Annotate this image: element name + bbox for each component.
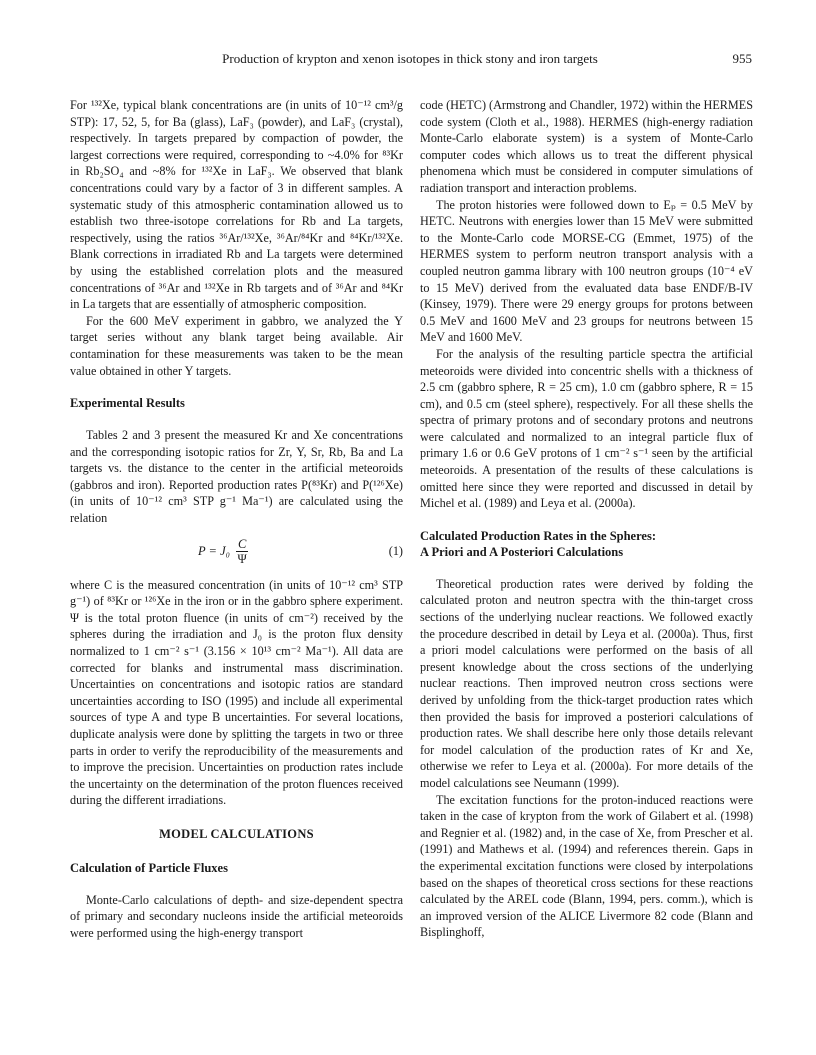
running-head: Production of krypton and xenon isotopes in thick stony and iron targets (222, 51, 598, 66)
paragraph-monte-carlo: Monte-Carlo calculations of depth- and size-dependent spectra of primary and secondary nucleons inside the artificial meteoroids were performed using the high-energy transport (70, 892, 403, 940)
page-number: 955 (732, 51, 752, 66)
heading-particle-fluxes: Calculation of Particle Fluxes (70, 860, 228, 875)
paragraph-excitation-functions: The excitation functions for the proton-induced reactions were taken in the case of krypton from the work of Gilabert et al. (1998) and Regnier et al. (1982) and, in the case of Xe, from Prescher et al. (1991) and Mathews et al. (1994) and references therein. Gaps in the experimental excitation functions were closed by interpolations based on the shapes of theoretical cross sections for these reactions calculated by the AREL code (Blann, 1994, pers. comm.), which is an improved version of the ALICE Livermore 82 code (Blann and Bisplinghoff, (420, 792, 753, 940)
equation-number: (1) (388, 543, 403, 558)
paragraph-equation-definitions: where C is the measured concentration (in units of 10⁻¹² cm³ STP g⁻¹) of ⁸³Kr or ¹²⁶Xe in the iron or in the gabbro sphere experiment. Ψ is the total proton fluence (in units of cm⁻²) received by the spheres during the irradiation and J₀ is the proton flux density normalized to 1 cm⁻² s⁻¹ (3.156 × 10¹³ cm⁻² Ma⁻¹). All data are corrected for blanks and instrumental mass discrimination. Uncertainties on concentrations and isotopic ratios are standard uncertainties according to ISO (1995) and include all experimental sources of type A and type B uncertainties. For several locations, duplicate analysis were done by splitting the targets in two or three parts in order to verify the reproducibility of the measurements and to improve the precision. Uncertainties on production rates include the uncertainty on the determination of the proton fluences received during the different irradiations. (70, 577, 403, 808)
paragraph-shells-analysis: For the analysis of the resulting particle spectra the artificial meteoroids were divided into concentric shells with a thickness of 2.5 cm (gabbro sphere, R = 25 cm), 1.0 cm (gabbro sphere, R = 15 cm), and 0.5 cm (steel sphere), respectively. For all these shells the spectra of primary protons and of secondary protons and neutrons were calculated and normalized to an integral particle flux of primary 1.6 or 0.6 GeV protons of 1 cm⁻² s⁻¹ seen by the artificial meteoroids. A presentation of the results of these calculations is omitted here since they were reported and discussed in detail by Michel et al. (1989) and Leya et al. (2000a). (420, 346, 753, 511)
paragraph-tables-intro: Tables 2 and 3 present the measured Kr and Xe concentrations and the corresponding isotopic ratios for Zr, Y, Sr, Rb, Ba and La targets vs. the distance to the center in the artificial meteoroids (gabbros and iron). Reported production rates P(⁸³Kr) and P(¹²⁶Xe) (in units of 10⁻¹² cm³ STP g⁻¹ Ma⁻¹) are calculated using the relation (70, 428, 403, 526)
paragraph-theoretical-rates: Theoretical production rates were derived by folding the calculated proton and neutron spectra with the thin-target cross sections of the underlying nuclear reactions. We followed exactly the procedure described in detail by Leya et al. (2000a). Thus, first a priori model calculations were performed on the basis of all present knowledge about the cross sections of the underlying nuclear reactions. Then improved neutron cross sections were derived by unfolding from the thick-target production rates which then provided the basis for improved a posteriori calculations of production rates. We shall describe here only those details relevant for model calculation of the production rates of Kr and Xe, otherwise we refer to Leya et al. (2000a). For more details of the model calculations see Neumann (1999). (420, 576, 753, 790)
equation-denominator: Ψ (237, 551, 247, 566)
paragraph-600mev-gabbro: For the 600 MeV experiment in gabbro, we analyzed the Y target series without any blank target being available. Air contamination for these measurements was taken to be the mean value obtained in other Y targets. (70, 313, 403, 378)
heading-line-2: A Priori and A Posteriori Calculations (420, 544, 624, 559)
equation-body (198, 537, 248, 566)
equation-1 (70, 533, 403, 571)
equation-lhs: P = J₀ (198, 543, 230, 558)
equation-fraction (236, 537, 248, 566)
right-column (420, 97, 753, 941)
paragraph-proton-histories: The proton histories were followed down to Eₚ = 0.5 MeV by HETC. Neutrons with energies lower than 15 MeV were submitted to the Monte-Carlo code MORSE-CG (Emmet, 1975) of the HERMES system to perform neutron transport analysis with a coupled neutron gamma library with 100 neutron groups (10⁻⁴ eV to 15 MeV) derived from the evaluated data base ENDF/B-IV (Kinsey, 1979). There were 29 energy groups for protons between 0.5 MeV and 1600 MeV and 23 groups for neutrons between 15 MeV and 1600 MeV. (420, 197, 753, 345)
heading-experimental-results: Experimental Results (70, 396, 185, 411)
heading-model-calculations: MODEL CALCULATIONS (159, 826, 314, 841)
left-column (70, 97, 403, 941)
heading-line-1: Calculated Production Rates in the Spheres: (420, 528, 656, 543)
heading-calculated-production-rates (420, 528, 753, 560)
paragraph-blank-concentrations: For ¹³²Xe, typical blank concentrations are (in units of 10⁻¹² cm³/g STP): 17, 52, 5, for Ba (glass), LaF₃ (powder), and LaF₃ (crystal), respectively. In targets prepared by compaction of powder, the largest corrections were required, corresponding to ~4.0% for ⁸³Kr in Rb₂SO₄ and ~8% for ¹³²Xe in LaF₃. We observed that blank concentrations could vary by a factor of 3 in different samples. A systematic study of this atmospheric contamination allowed us to establish two three-isotope correlations for Rb and La targets, respectively, using the ratios ³⁶Ar/¹³²Xe, ³⁶Ar/⁸⁴Kr and ⁸⁴Kr/¹³²Xe. Blank corrections in irradiated Rb and La targets were determined by using the established correlation plots and the measured concentrations of ³⁶Ar and ¹³²Xe in Rb targets and of ³⁶Ar and ⁸⁴Kr in La targets that are essentially of atmospheric composition. (70, 98, 403, 312)
paragraph-hetc-hermes: code (HETC) (Armstrong and Chandler, 1972) within the HERMES code system (Cloth et al., 1988). HERMES (high-energy radiation Monte-Carlo elaborate system) is a system of Monte-Carlo computer codes which allows us to treat the different physical phenomena which must be considered in computer simulations of radiation transport and interaction problems. (420, 98, 753, 195)
equation-numerator: C (238, 536, 247, 551)
